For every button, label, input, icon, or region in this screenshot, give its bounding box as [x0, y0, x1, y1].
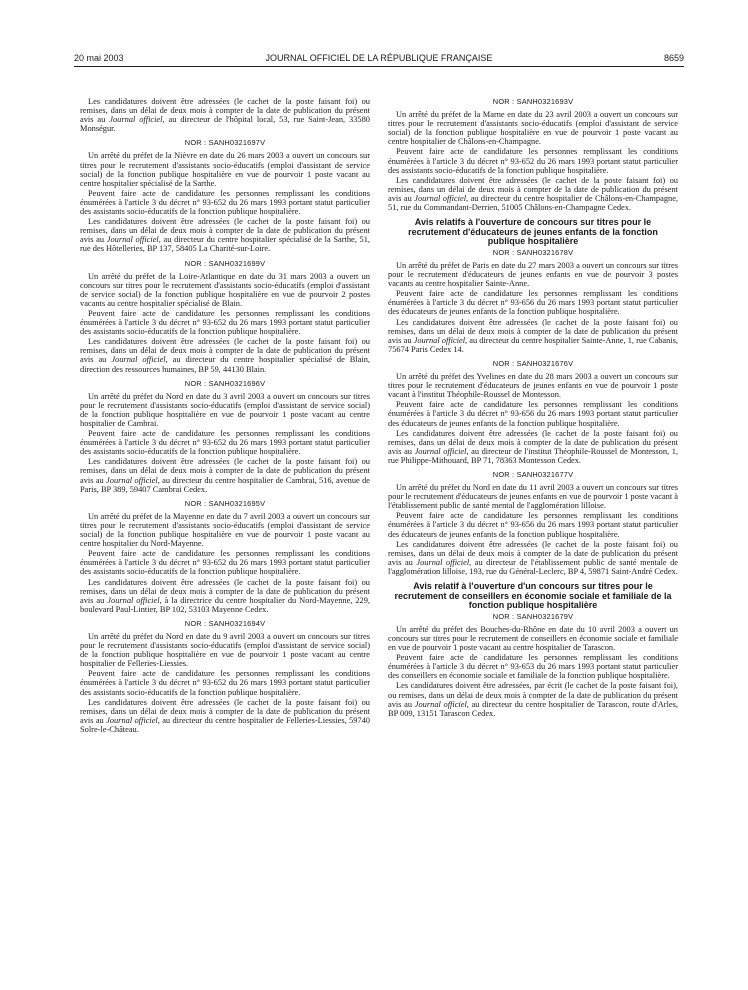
text: NOR : SANH0321695V [184, 498, 266, 508]
text: Peuvent faire acte de candidature les personnes remplissant les conditions énumérées à l'article 3 du décret n° 93-652 du 26 mars 1993 portant statut particulier des assistants socio-éducatifs de la fonction publique hospitalière. [388, 147, 678, 175]
text: Peuvent faire acte de candidature les personnes remplissant les conditions énumérées à l'article 3 du décret n° 93-656 du 26 mars 1993 portant statut particulier des éducateurs de jeunes enfants de la fonction publique hospitalière. [388, 289, 678, 317]
nor-reference [80, 259, 370, 268]
text: Les candidatures doivent être adressées (le cachet de la poste faisant foi) ou remises, dans un délai de deux mois à compter de la date de publication du présent avis au [80, 457, 370, 485]
page-header [74, 53, 684, 67]
paragraph [388, 110, 678, 146]
paragraph [388, 318, 678, 354]
text: NOR : SANH0321677V [492, 469, 574, 479]
paragraph [80, 272, 370, 308]
text: Peuvent faire acte de candidature les personnes remplissant les conditions énumérées à l'article 3 du décret n° 93-653 du 26 mars 1993 portant statut particulier des conseillers en économie sociale et familiale de la fonction publique hospitalière. [388, 653, 678, 681]
nor-reference [388, 470, 678, 479]
paragraph [80, 97, 370, 133]
text-tail: , au directeur du centre hospitalier de Cambrai, 516, avenue de Paris, BP 389, 59407 Cambrai Cedex. [80, 475, 370, 494]
paragraph [80, 217, 370, 253]
text: Peuvent faire acte de candidature les personnes remplissant les conditions énumérées à l'article 3 du décret n° 93-656 du 26 mars 1993 portant statut particulier des éducateurs de jeunes enfants de la fonction publique hospitalière. [388, 511, 678, 539]
text: Les candidatures doivent être adressées (le cachet de la poste faisant foi) ou remises, dans un délai de deux mois à compter de la date de publication du présent avis au [80, 577, 370, 605]
text: Avis relatif à l'ouverture d'un concours sur titres pour le recrutement de conseillers en économie sociale et familiale de la fonction publique hospitalière [394, 581, 672, 611]
text: NOR : SANH0321679V [492, 611, 574, 621]
text: Peuvent faire acte de candidature les personnes remplissant les conditions énumérées à l'article 3 du décret n° 93-652 du 26 mars 1993 portant statut particulier des assistants socio-éducatifs de la fonction publique hospitalière. [80, 188, 370, 217]
paragraph [388, 653, 678, 680]
text-tail: , au directeur du centre hospitalier Sainte-Anne, 1, rue Cabanis, 75674 Paris Cedex 14. [388, 335, 678, 354]
paragraph [80, 632, 370, 668]
paragraph [80, 549, 370, 576]
nor-reference [388, 612, 678, 621]
paragraph [388, 400, 678, 427]
journal-officiel-reference: Journal officiel [414, 446, 467, 456]
journal-officiel-reference: Journal officiel [414, 699, 467, 709]
text: Les candidatures doivent être adressées, par écrit (le cachet de la poste faisant foi), ou remises, dans un délai de deux mois à compter de la date de publication du présent avis au [388, 681, 678, 709]
journal-officiel-reference: Journal officiel [416, 557, 470, 567]
paragraph [80, 578, 370, 614]
paragraph [80, 512, 370, 548]
journal-officiel-reference: Journal officiel [106, 715, 158, 725]
text: Avis relatifs à l'ouverture de concours sur titres pour le recrutement d'éducateurs de jeunes enfants de la fonction publique hospitalière [408, 217, 658, 247]
nor-reference [80, 499, 370, 508]
section-heading [390, 218, 676, 247]
paragraph [80, 151, 370, 187]
paragraph [80, 669, 370, 696]
paragraph [388, 540, 678, 576]
text: Les candidatures doivent être adressées (le cachet de la poste faisant foi) ou remises, dans un délai de deux mois à compter de la date de publication du présent avis au [388, 175, 678, 203]
paragraph [388, 483, 678, 510]
text-tail: , au directeur du centre hospitalier de Felleries-Liessies, 59740 Solre-le-Château. [80, 715, 370, 734]
text: Un arrêté du préfet de la Marne en date du 23 avril 2003 a ouvert un concours sur titres pour le recrutement d'assistants socio-éducatifs (emploi d'assistant de service social) de la fonction publique hospitalière en vue de pourvoir 1 poste vacant au centre hospitalier de Châlons-en-Champagne. [388, 110, 678, 147]
section-heading [390, 582, 676, 611]
text: Peuvent faire acte de candidature les personnes remplissant les conditions énumérées à l'article 3 du décret n° 93-656 du 26 mars 1993 portant statut particulier des éducateurs de jeunes enfants de la fonction publique hospitalière. [388, 400, 678, 428]
text: Un arrêté du préfet du Nord en date du 9 avril 2003 a ouvert un concours sur titres pour le recrutement d'assistants socio-éducatifs (emploi d'assistant de service social) de la fonction publique hospitalière en vue de pourvoir 1 poste vacant au centre hospitalier de Felleries-Liessies. [80, 631, 370, 669]
nor-reference [80, 619, 370, 628]
right-column [388, 97, 678, 719]
journal-officiel-reference: Journal officiel [106, 475, 158, 485]
text-tail: , au directeur du centre hospitalier de Châlons-en-Champagne, 51, rue du Commandant-Derrien, 51005 Châlons-en-Champagne Cedex. [388, 193, 679, 213]
text-tail: , au directeur de l'institut Théophile-Roussel de Montesson, 1, rue Philippe-Mithouard, BP 71, 78363 Montesson Cedex. [388, 446, 678, 465]
text: Les candidatures doivent être adressées (le cachet de la poste faisant foi) ou remises, dans un délai de deux mois à compter de la date de publication du présent avis au [388, 317, 678, 345]
text-tail: , au directeur du centre hospitalier de Tarascon, route d'Arles, BP 009, 13151 Tarascon Cedex. [388, 699, 678, 718]
text: Un arrêté du préfet de la Nièvre en date du 26 mars 2003 a ouvert un concours sur titres pour le recrutement d'assistants socio-éducatifs (emploi d'assistant de service social) de la fonction publique hospitalière en vue de pourvoir 1 poste vacant au centre hospitalier spécialisé de la Sarthe. [80, 151, 370, 188]
text: Un arrêté du préfet de Paris en date du 27 mars 2003 a ouvert un concours sur titres pour le recrutement d'éducateurs de jeunes enfants en vue de pourvoir 3 postes vacants au centre hospitalier Sainte-Anne. [388, 261, 678, 289]
text: Les candidatures doivent être adressées (le cachet de la poste faisant foi) ou remises, dans un délai de deux mois à compter de la date de publication du présent avis au [388, 428, 678, 456]
nor-reference [388, 97, 678, 106]
paragraph [388, 429, 678, 465]
paragraph [388, 511, 678, 538]
nor-reference [388, 248, 678, 257]
text: Les candidatures doivent être adressées (le cachet de la poste faisant foi) ou remises, dans un délai de deux mois à compter de la date de publication du présent avis au [80, 697, 370, 725]
text-tail: , au directeur de l'hôpital local, 53, rue Saint-Jean, 33580 Monségur. [80, 115, 370, 134]
text: Un arrêté du préfet des Bouches-du-Rhône en date du 10 avril 2003 a ouvert un concours sur titres pour le recrutement de conseillers en économie sociale et familiale en vue de pourvoir 1 poste vacant au centre hospitalier de Tarascon. [388, 624, 678, 653]
paragraph [80, 392, 370, 428]
paragraph [388, 176, 678, 212]
journal-officiel-reference: Journal officiel [413, 335, 466, 345]
nor-reference [80, 379, 370, 388]
text-tail: , à la directrice du centre hospitalier du Nord-Mayenne, 229, boulevard Paul-Lintier, BP 102, 53103 Mayenne Cedex. [80, 595, 370, 614]
text: NOR : SANH0321676V [492, 358, 574, 368]
text: Les candidatures doivent être adressées (le cachet de la poste faisant foi) ou remises, dans un délai de deux mois à compter de la date de publication du présent avis au [80, 217, 370, 245]
paragraph [80, 337, 370, 373]
nor-reference [388, 359, 678, 368]
text: NOR : SANH0321678V [492, 247, 574, 257]
text-tail: , au directeur du centre hospitalier spécialisé de la Sarthe, 51, rue des Hôtelleries, BP 137, 58405 La Charité-sur-Loire. [80, 235, 370, 254]
journal-officiel-reference: Journal officiel [109, 115, 163, 125]
header-rule [74, 66, 684, 67]
nor-reference [80, 138, 370, 147]
text: Les candidatures doivent être adressées (le cachet de la poste faisant foi) ou remises, dans un délai de deux mois à compter de la date de publication du présent avis au [388, 539, 678, 567]
text: Peuvent faire acte de candidature les personnes remplissant les conditions énumérées à l'article 3 du décret n° 93-652 du 26 mars 1993 portant statut particulier des assistants socio-éducatifs de la fonction publique hospitalière. [80, 429, 370, 457]
paragraph [80, 698, 370, 734]
header-page-number: 8659 [663, 53, 684, 63]
text: Peuvent faire acte de candidature les personnes remplissant les conditions énumérées à l'article 3 du décret n° 93-652 du 26 mars 1993 portant statut particulier des assistants socio-éducatifs de la fonction publique hospitalière. [80, 308, 370, 337]
text: Les candidatures doivent être adressées (le cachet de la poste faisant foi) ou remises, dans un délai de deux mois à compter de la date de publication du présent avis au [80, 337, 370, 365]
paragraph [388, 372, 678, 399]
journal-officiel-reference: Journal officiel [111, 355, 166, 365]
paragraph [80, 457, 370, 493]
paragraph [388, 681, 678, 717]
header-date: 20 mai 2003 [74, 53, 124, 63]
text: NOR : SANH0321696V [184, 378, 266, 388]
text: Peuvent faire acte de candidature les personnes remplissant les conditions énumérées à l'article 3 du décret n° 93-652 du 26 mars 1993 portant statut particulier des assistants socio-éducatifs de la fonction publique hospitalière. [80, 549, 370, 577]
text: Un arrêté du préfet des Yvelines en date du 28 mars 2003 a ouvert un concours sur titres pour le recrutement d'éducateurs de jeunes enfants en vue de pourvoir 1 poste vacant à l'institut Théophile-Roussel de Montesson. [388, 372, 678, 400]
text: NOR : SANH0321694V [184, 618, 266, 628]
paragraph [388, 261, 678, 288]
paragraph [388, 147, 678, 174]
text: Un arrêté du préfet du Nord en date du 11 avril 2003 a ouvert un concours sur titres pour le recrutement d'éducateurs de jeunes enfants en vue de pourvoir 1 poste vacant à l'établissement public de santé mental de l'agglomération lilloise. [388, 483, 678, 511]
paragraph [388, 625, 678, 652]
text: NOR : SANH0321693V [492, 97, 574, 106]
text-tail: , au directeur du centre hospitalier spécialisé de Blain, direction des ressources humaines, BP 59, 44130 Blain. [80, 355, 371, 374]
journal-officiel-reference: Journal officiel [414, 193, 467, 203]
paragraph [80, 189, 370, 216]
left-column [80, 97, 370, 735]
text-tail: , au directeur de l'établissement public de santé mentale de l'agglomération lilloise, 193, rue du Général-Leclerc, BP 4, 59871 Saint-André Cedex. [388, 557, 678, 576]
text: Les candidatures doivent être adressées (le cachet de la poste faisant foi) ou remises, dans un délai de deux mois à compter de la date de publication du présent avis au [80, 97, 370, 125]
text: NOR : SANH0321697V [184, 138, 266, 148]
text: Un arrêté du préfet de la Mayenne en date du 7 avril 2003 a ouvert un concours sur titres pour le recrutement d'assistants socio-éducatifs (emploi d'assistant de service social) de la fonction publique hospitalière en vue de pourvoir 1 poste vacant au centre hospitalier du Nord-Mayenne. [80, 511, 370, 549]
paragraph [388, 289, 678, 316]
header-title: JOURNAL OFFICIEL DE LA RÉPUBLIQUE FRANÇAISE [265, 53, 493, 63]
journal-officiel-reference: Journal officiel [106, 235, 159, 245]
paragraph [80, 429, 370, 456]
text: Peuvent faire acte de candidature les personnes remplissant les conditions énumérées à l'article 3 du décret n° 93-652 du 26 mars 1993 portant statut particulier des assistants socio-éducatifs de la fonction publique hospitalière. [80, 669, 370, 697]
journal-officiel-reference: Journal officiel [107, 595, 160, 605]
text: Un arrêté du préfet du Nord en date du 3 avril 2003 a ouvert un concours sur titres pour le recrutement d'assistants socio-éducatifs (emploi d'assistant de service social) de la fonction publique hospitalière en vue de pourvoir 1 poste vacant au centre hospitalier de Cambrai. [80, 391, 370, 428]
text: NOR : SANH0321699V [184, 258, 266, 268]
text: Un arrêté du préfet de la Loire-Atlantique en date du 31 mars 2003 a ouvert un concours sur titres pour le recrutement d'assistants socio-éducatifs (emploi d'assistant de service social) de la fonction publique hospitalière en vue de pourvoir 2 postes vacants au centre hospitalier spécialisé de Blain. [80, 271, 370, 308]
paragraph [80, 309, 370, 336]
